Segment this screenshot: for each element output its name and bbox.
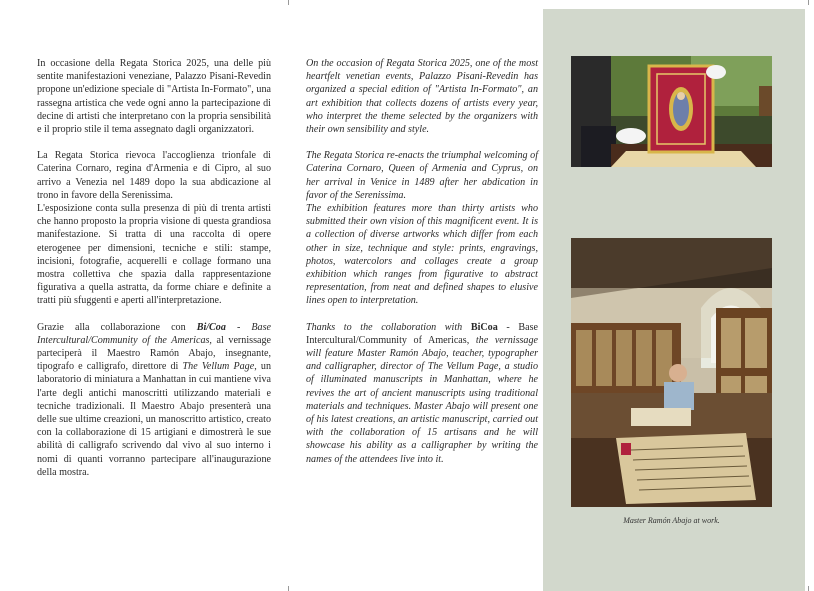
italian-p4-pre: Grazie alla collaborazione con bbox=[37, 321, 197, 333]
italian-p4-mid: al vernissage parteciperà il Maestro Ramón Abajo, insegnante, tipografo e calligrafo, direttore di bbox=[37, 334, 271, 373]
italian-p4-post: , un laboratorio di miniatura a Manhattan in cui mantiene viva l'arte degli antichi manoscritti utilizzando materiali e tecniche tradizionali. Il Maestro Abajo presenterà una delle sue ultime creazioni, un manoscritto artistico, creato con la collaborazione di 15 artigiani e dimostrerà le sue abilità di calligrafo scrivendo dal vivo al suo interno i nomi di quanti vorranno partecipare all'inaugurazione della mostra. bbox=[37, 361, 271, 478]
italian-paragraph-1: In occasione della Regata Storica 2025, una delle più sentite manifestazioni veneziane, Palazzo Pisani-Revedin propone un'edizione speciale di "Artista In-Formato", una rassegna artistica che vede ogni anno la partecipazione di decine di artisti che interpretano con la propria sensibilità e il proprio stile il tema assegnato dagli organizzatori. bbox=[37, 58, 271, 136]
english-paragraph-4 bbox=[306, 321, 538, 466]
manuscript-book-photo bbox=[571, 56, 772, 167]
italian-org-rest: - Base Intercultural/Community of the Americas, bbox=[37, 321, 272, 346]
english-paragraph-1: On the occasion of Regata Storica 2025, one of the most heartfelt venetian events, Palazzo Pisani-Revedin has organized a special edition of "Artista In-Formato", an art exhibition that collects dozens of artists every year, who interpret the theme selected by the organizers with their own sensibility and style. bbox=[306, 58, 538, 136]
calligrapher-library-photo bbox=[571, 238, 772, 507]
english-p4-post: the vernissage will feature Master Ramón Abajo, teacher, typographer and calligrapher, director of The Vellum Page, a studio of illuminated manuscripts in Manhattan, where he revives the art of ancient manuscripts using traditional materials and techniques. Master Abajo will present one of his latest creations, an artistic manuscript, carried out with the collaboration of 15 artisans and he will showcase his ability as a calligrapher by writing the names of the attendees live into it. bbox=[306, 334, 538, 465]
fold-mark-top-left bbox=[288, 0, 289, 5]
english-org-name: BiCoa bbox=[470, 321, 498, 333]
english-text-column bbox=[306, 57, 538, 479]
english-paragraph-3: The exhibition features more than thirty artists who submitted their own vision of this magnificent event. It is a collection of diverse artworks which differ from each other in size, technique and style: prints, engravings, photos, watercolors and collages create a group exhibition which ranges from figurative to abstract representation, from neat and defined shapes to elusive lines open to interpretation. bbox=[306, 203, 538, 307]
italian-paragraph-4 bbox=[37, 321, 271, 479]
italian-org-name: Bi/Coa bbox=[196, 321, 226, 333]
english-p4-pre: Thanks to the collaboration with bbox=[306, 321, 471, 333]
italian-paragraph-2: La Regata Storica rievoca l'accoglienza trionfale di Caterina Cornaro, regina d'Armenia e di Cipro, al suo arrivo a Venezia nel 1489 dopo la sua abdicazione al trono in favore della Serenissima. bbox=[37, 150, 271, 201]
italian-studio-name: The Vellum Page bbox=[182, 361, 255, 373]
english-org-rest: - Base Intercultural/Community of Americas, bbox=[306, 321, 539, 346]
photo-caption: Master Ramón Abajo at work. bbox=[623, 516, 720, 525]
fold-mark-bottom-right bbox=[808, 586, 809, 591]
english-paragraph-2: The Regata Storica re-enacts the triumphal welcoming of Caterina Cornaro, Queen of Armenia and Cyprus, on her arrival in Venice in 1489 after her abdication in favor of the Serenissima. bbox=[306, 150, 538, 201]
italian-paragraph-3: L'esposizione conta sulla presenza di più di trenta artisti che hanno proposto la propria visione di questa grandiosa manifestazione. Si tratta di una raccolta di opere eterogenee per dimensioni, tecniche e stili: stampe, incisioni, fotografie, acquerelli e collage formano una mostra collettiva che spazia dalla rappresentazione figurativa a quella astratta, da forme chiare e definite a tratti più sfuggenti e aperti all'interpretazione. bbox=[37, 203, 271, 307]
fold-mark-bottom-left bbox=[288, 586, 289, 591]
fold-mark-top-right bbox=[808, 0, 809, 5]
italian-text-column bbox=[37, 57, 271, 492]
